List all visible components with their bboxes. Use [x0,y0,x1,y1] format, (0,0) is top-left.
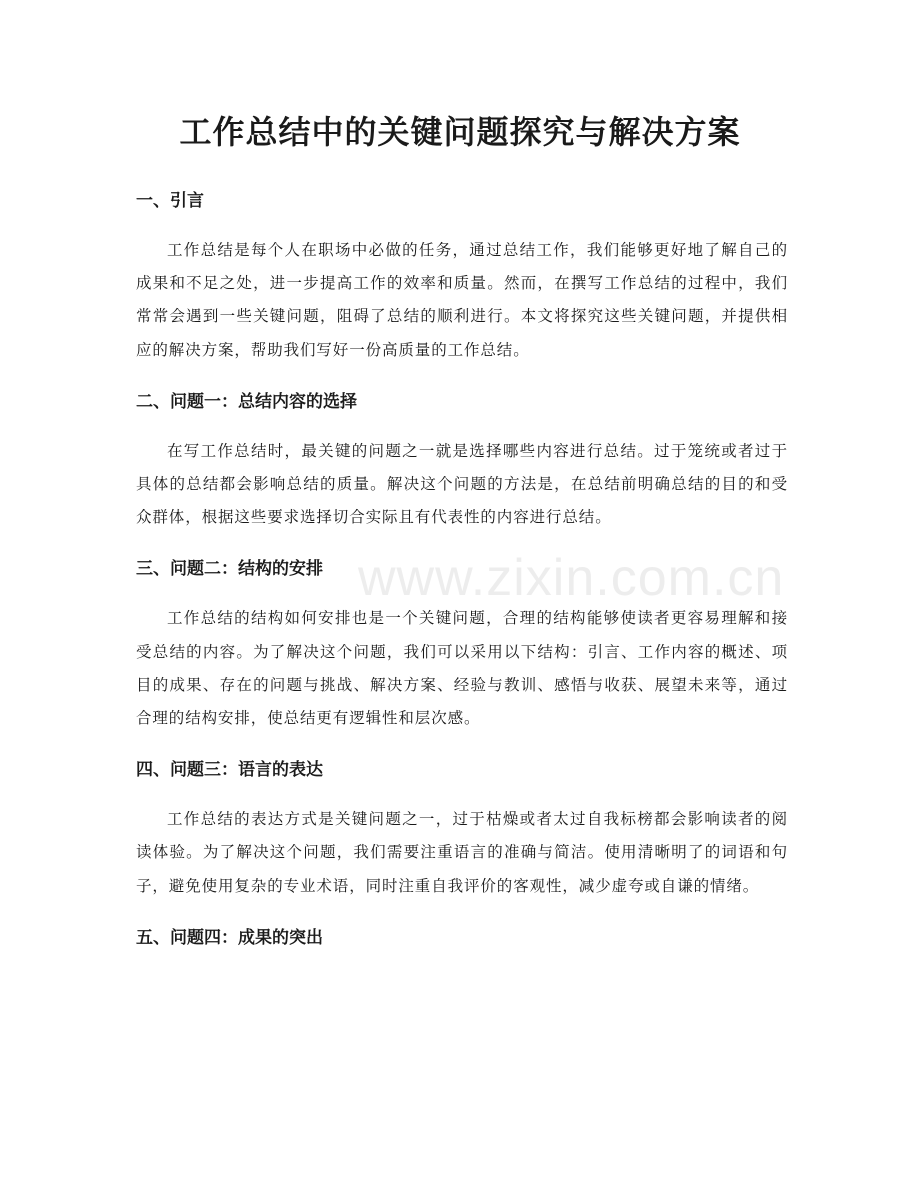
section-problem-three [136,755,788,903]
document-body [136,186,788,971]
section-heading: 五、问题四：成果的突出 [136,927,323,948]
section-problem-one [136,387,788,535]
section-heading: 四、问题三：语言的表达 [136,760,323,781]
section-heading: 二、问题一：总结内容的选择 [136,391,357,412]
section-heading: 一、引言 [136,191,204,211]
watermark: www.zixin.com.cn [358,549,785,607]
section-problem-four [136,923,788,953]
section-paragraph: 工作总结是每个人在职场中必做的任务，通过总结工作，我们能够更好地了解自己的成果和不足之处，进一步提高工作的效率和质量。然而，在撰写工作总结的过程中，我们常常会遇到一些关键问题，阻碍了总结的顺利进行。本文将探究这些关键问题，并提供相应的解决方案，帮助我们写好一份高质量的工作总结。 [136,241,788,359]
section-heading: 三、问题二：结构的安排 [136,559,323,580]
section-problem-two [136,554,788,735]
page-title: 工作总结中的关键问题探究与解决方案 [179,113,741,151]
section-paragraph: 工作总结的结构如何安排也是一个关键问题，合理的结构能够使读者更容易理解和接受总结的内容。为了解决这个问题，我们可以采用以下结构：引言、工作内容的概述、项目的成果、存在的问题与挑战、解决方案、经验与教训、感悟与收获、展望未来等，通过合理的结构安排，使总结更有逻辑性和层次感。 [136,609,788,728]
section-introduction [136,186,788,367]
section-paragraph: 在写工作总结时，最关键的问题之一就是选择哪些内容进行总结。过于笼统或者过于具体的总结都会影响总结的质量。解决这个问题的方法是，在总结前明确总结的目的和受众群体，根据这些要求选择切合实际且有代表性的内容进行总结。 [136,441,788,527]
section-paragraph: 工作总结的表达方式是关键问题之一，过于枯燥或者太过自我标榜都会影响读者的阅读体验。为了解决这个问题，我们需要注重语言的准确与简洁。使用清晰明了的词语和句子，避免使用复杂的专业术语，同时注重自我评价的客观性，减少虚夸或自谦的情绪。 [136,810,788,895]
